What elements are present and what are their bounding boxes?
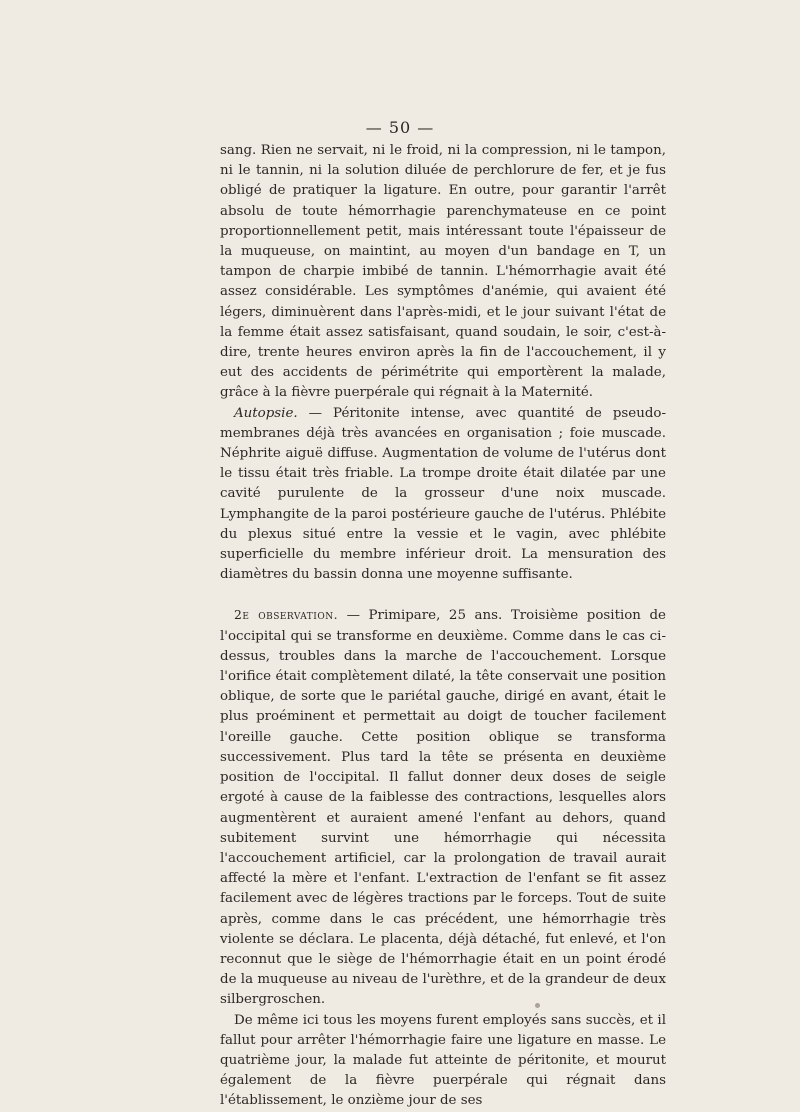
autopsy-text: — Péritonite intense, avec quantité de pseudo-membranes déjà très avancées en organisation ; foie muscade. Néphrite aiguë diffuse. Augmentation de volume de l'utérus dont le tissu était très friable. La trompe droite était dilatée par une cavité purulente de la grosseur d'une noix muscade. Lymphangite de la paroi postérieure gauche de l'utérus. Phlébite du plexus situé entre la vessie et le vagin, avec phlébite superficielle du membre inférieur droit. La mensuration des diamètres du bassin donna une moyenne suffisante. (220, 405, 666, 583)
paragraph-autopsy (220, 404, 666, 586)
paragraph-final: De même ici tous les moyens furent employés sans succès, et il fallut pour arrêter l'hémorrhagie faire une ligature en masse. Le quatrième jour, la malade fut atteinte de péritonite, et mourut également de la fièvre puerpérale qui régnait dans l'établissement, le onzième jour de ses (220, 1012, 666, 1109)
paragraph-observation-2 (220, 605, 666, 1010)
observation-heading: 2e observation. (234, 607, 339, 623)
body-text (220, 141, 666, 1112)
paper-speck (535, 1003, 540, 1008)
autopsy-heading: Autopsie. (234, 405, 298, 421)
observation-text: — Primipare, 25 ans. Troisième position de l'occipital qui se transforme en deuxième. Comme dans le cas ci-dessus, troubles dans la marche de l'accouchement. Lorsque l'orifice était complètement dilaté, la tête conservait une position oblique, de sorte que le pariétal gauche, dirigé en avant, était le plus proéminent et permettait au doigt de toucher facilement l'oreille gauche. Cette position oblique se transforma successivement. Plus tard la tête se présenta en deuxième position de l'occipital. Il fallut donner deux doses de seigle ergoté à cause de la faiblesse des contractions, lesquelles alors augmentèrent et auraient amené l'enfant au dehors, quand subitement survint une hémorrhagie qui nécessita l'accouchement artificiel, car la prolongation de travail aurait affecté la mère et l'enfant. L'extraction de l'enfant se fit assez facilement avec de légères tractions par le forceps. Tout de suite après, comme dans le cas précédent, une hémorrhagie très violente se déclara. Le placenta, déjà détaché, fut enlevé, et l'on reconnut que le siège de l'hémorrhagie était en un point érodé de la muqueuse au niveau de l'urèthre, et de la grandeur de deux silbergroschen. (220, 608, 666, 1008)
paragraph-continuation: sang. Rien ne servait, ni le froid, ni la compression, ni le tampon, ni le tannin, ni la solution diluée de perchlorure de fer, et je fus obligé de pratiquer la ligature. En outre, pour garantir l'arrêt absolu de toute hémorrhagie parenchymateuse en ce point proportionnellement petit, mais intéressant toute l'épaisseur de la muqueuse, on maintint, au moyen d'un bandage en T, un tampon de charpie imbibé de tannin. L'hémorrhagie avait été assez considérable. Les symptômes d'anémie, qui avaient été légers, diminuèrent dans l'après-midi, et le jour suivant l'état de la femme était assez satisfaisant, quand soudain, le soir, c'est-à-dire, trente heures environ après la fin de l'accouchement, il y eut des accidents de périmétrite qui emportèrent la malade, grâce à la fièvre puerpérale qui régnait à la Maternité. (220, 143, 666, 401)
page-number: — 50 — (365, 118, 435, 137)
